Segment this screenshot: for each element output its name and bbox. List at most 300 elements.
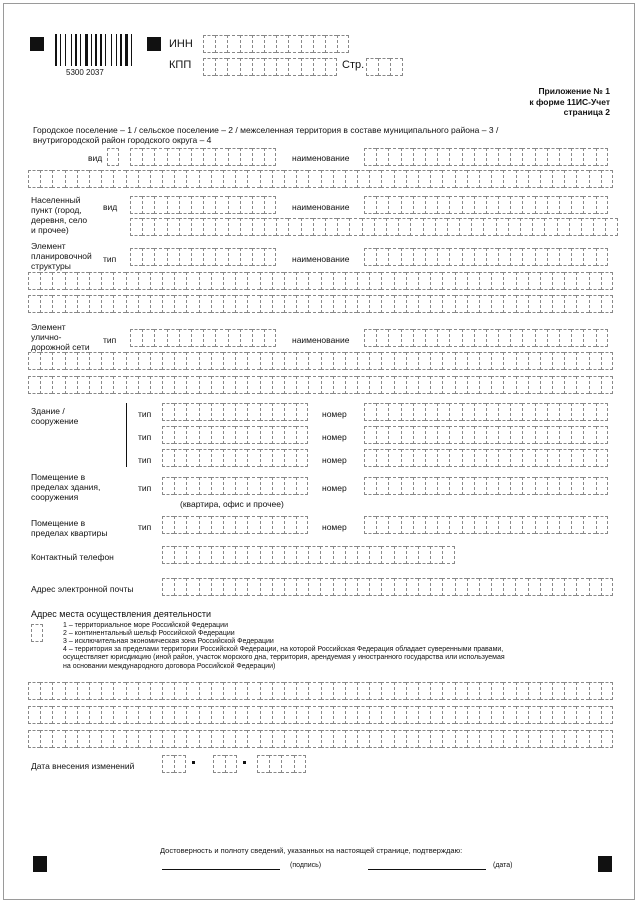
input-cell[interactable] [138, 376, 150, 394]
input-cell[interactable] [199, 272, 211, 290]
input-cell[interactable] [369, 706, 381, 724]
input-cell[interactable] [388, 248, 400, 266]
input-cell[interactable] [364, 148, 376, 166]
input-cell[interactable] [589, 352, 601, 370]
input-cell[interactable] [559, 329, 571, 347]
input-cell[interactable] [601, 730, 613, 748]
input-cell[interactable] [240, 248, 252, 266]
input-cell[interactable] [126, 376, 138, 394]
input-cell[interactable] [589, 682, 601, 700]
input-cell[interactable] [235, 449, 247, 467]
contact-phone-field[interactable] [162, 546, 455, 564]
input-cell[interactable] [284, 272, 296, 290]
input-cell[interactable] [252, 58, 264, 76]
input-cell[interactable] [186, 730, 198, 748]
input-cell[interactable] [593, 218, 605, 236]
input-cell[interactable] [174, 376, 186, 394]
input-cell[interactable] [491, 352, 503, 370]
input-cell[interactable] [388, 196, 400, 214]
input-cell[interactable] [296, 376, 308, 394]
input-cell[interactable] [479, 170, 491, 188]
input-cell[interactable] [483, 218, 495, 236]
input-cell[interactable] [559, 477, 571, 495]
input-cell[interactable] [284, 706, 296, 724]
input-cell[interactable] [101, 272, 113, 290]
input-cell[interactable] [605, 218, 617, 236]
input-cell[interactable] [296, 546, 308, 564]
input-cell[interactable] [401, 148, 413, 166]
input-cell[interactable] [260, 295, 272, 313]
input-cell[interactable] [260, 376, 272, 394]
input-cell[interactable] [260, 516, 272, 534]
input-cell[interactable] [101, 295, 113, 313]
input-cell[interactable] [437, 248, 449, 266]
input-cell[interactable] [455, 295, 467, 313]
input-cell[interactable] [186, 546, 198, 564]
input-cell[interactable] [381, 682, 393, 700]
input-cell[interactable] [406, 376, 418, 394]
input-cell[interactable] [247, 449, 259, 467]
input-cell[interactable] [540, 170, 552, 188]
input-cell[interactable] [571, 477, 583, 495]
input-cell[interactable] [430, 272, 442, 290]
input-cell[interactable] [362, 218, 374, 236]
input-cell[interactable] [390, 58, 402, 76]
input-cell[interactable] [388, 449, 400, 467]
input-cell[interactable] [320, 578, 332, 596]
input-cell[interactable] [345, 295, 357, 313]
input-cell[interactable] [186, 578, 198, 596]
input-cell[interactable] [167, 329, 179, 347]
input-cell[interactable] [154, 248, 166, 266]
input-cell[interactable] [366, 58, 378, 76]
input-cell[interactable] [376, 196, 388, 214]
input-cell[interactable] [276, 218, 288, 236]
input-cell[interactable] [425, 196, 437, 214]
input-cell[interactable] [174, 578, 186, 596]
input-cell[interactable] [583, 329, 595, 347]
input-cell[interactable] [174, 449, 186, 467]
input-cell[interactable] [516, 376, 528, 394]
input-cell[interactable] [515, 578, 527, 596]
input-cell[interactable] [596, 248, 608, 266]
input-cell[interactable] [179, 148, 191, 166]
input-cell[interactable] [247, 730, 259, 748]
input-cell[interactable] [425, 426, 437, 444]
input-cell[interactable] [223, 426, 235, 444]
input-cell[interactable] [576, 295, 588, 313]
input-cell[interactable] [455, 170, 467, 188]
input-cell[interactable] [564, 578, 576, 596]
input-cell[interactable] [357, 295, 369, 313]
activity-address-row-1[interactable] [28, 682, 613, 700]
input-cell[interactable] [142, 148, 154, 166]
input-cell[interactable] [211, 578, 223, 596]
input-cell[interactable] [247, 170, 259, 188]
input-cell[interactable] [349, 218, 361, 236]
input-cell[interactable] [491, 730, 503, 748]
input-cell[interactable] [601, 352, 613, 370]
input-cell[interactable] [535, 516, 547, 534]
input-cell[interactable] [467, 295, 479, 313]
input-cell[interactable] [52, 295, 64, 313]
input-cell[interactable] [491, 682, 503, 700]
input-cell[interactable] [540, 352, 552, 370]
input-cell[interactable] [223, 170, 235, 188]
input-cell[interactable] [294, 755, 306, 773]
input-cell[interactable] [296, 170, 308, 188]
input-cell[interactable] [589, 170, 601, 188]
input-cell[interactable] [601, 295, 613, 313]
input-cell[interactable] [113, 352, 125, 370]
input-cell[interactable] [479, 578, 491, 596]
input-cell[interactable] [378, 58, 390, 76]
input-cell[interactable] [601, 170, 613, 188]
input-cell[interactable] [442, 272, 454, 290]
input-cell[interactable] [215, 329, 227, 347]
input-cell[interactable] [467, 376, 479, 394]
input-cell[interactable] [474, 196, 486, 214]
input-cell[interactable] [430, 730, 442, 748]
input-cell[interactable] [89, 352, 101, 370]
input-cell[interactable] [528, 272, 540, 290]
input-cell[interactable] [308, 578, 320, 596]
input-cell[interactable] [77, 730, 89, 748]
input-cell[interactable] [486, 148, 498, 166]
input-cell[interactable] [462, 426, 474, 444]
input-cell[interactable] [313, 35, 325, 53]
input-cell[interactable] [333, 546, 345, 564]
input-cell[interactable] [235, 170, 247, 188]
input-cell[interactable] [52, 352, 64, 370]
input-cell[interactable] [138, 730, 150, 748]
input-cell[interactable] [522, 248, 534, 266]
input-cell[interactable] [162, 682, 174, 700]
input-cell[interactable] [442, 376, 454, 394]
input-cell[interactable] [583, 426, 595, 444]
input-cell[interactable] [425, 248, 437, 266]
input-cell[interactable] [288, 35, 300, 53]
input-cell[interactable] [522, 516, 534, 534]
input-cell[interactable] [376, 449, 388, 467]
input-cell[interactable] [479, 272, 491, 290]
input-cell[interactable] [374, 218, 386, 236]
input-cell[interactable] [442, 682, 454, 700]
input-cell[interactable] [369, 376, 381, 394]
input-cell[interactable] [535, 426, 547, 444]
input-cell[interactable] [89, 272, 101, 290]
input-cell[interactable] [571, 196, 583, 214]
input-cell[interactable] [247, 426, 259, 444]
input-cell[interactable] [357, 272, 369, 290]
input-cell[interactable] [376, 426, 388, 444]
input-cell[interactable] [77, 170, 89, 188]
input-cell[interactable] [174, 730, 186, 748]
input-cell[interactable] [547, 329, 559, 347]
input-cell[interactable] [418, 706, 430, 724]
input-cell[interactable] [418, 682, 430, 700]
input-cell[interactable] [491, 376, 503, 394]
input-cell[interactable] [186, 376, 198, 394]
input-cell[interactable] [345, 352, 357, 370]
input-cell[interactable] [154, 148, 166, 166]
input-cell[interactable] [437, 329, 449, 347]
input-cell[interactable] [113, 170, 125, 188]
input-cell[interactable] [559, 248, 571, 266]
input-cell[interactable] [571, 403, 583, 421]
street-element-type-field[interactable] [130, 329, 276, 347]
input-cell[interactable] [162, 352, 174, 370]
input-cell[interactable] [547, 449, 559, 467]
premises-building-number-field[interactable] [364, 477, 608, 495]
input-cell[interactable] [52, 730, 64, 748]
input-cell[interactable] [142, 248, 154, 266]
input-cell[interactable] [596, 426, 608, 444]
building-number-field-1[interactable] [364, 403, 608, 421]
input-cell[interactable] [113, 376, 125, 394]
input-cell[interactable] [126, 730, 138, 748]
input-cell[interactable] [284, 516, 296, 534]
street-element-name-row2[interactable] [28, 352, 613, 370]
input-cell[interactable] [126, 706, 138, 724]
input-cell[interactable] [228, 248, 240, 266]
input-cell[interactable] [467, 352, 479, 370]
input-cell[interactable] [413, 516, 425, 534]
input-cell[interactable] [223, 516, 235, 534]
input-cell[interactable] [260, 403, 272, 421]
input-cell[interactable] [503, 706, 515, 724]
input-cell[interactable] [564, 170, 576, 188]
input-cell[interactable] [345, 170, 357, 188]
input-cell[interactable] [113, 682, 125, 700]
input-cell[interactable] [223, 546, 235, 564]
input-cell[interactable] [284, 477, 296, 495]
locality-type-field[interactable] [130, 196, 276, 214]
input-cell[interactable] [503, 730, 515, 748]
input-cell[interactable] [547, 248, 559, 266]
input-cell[interactable] [130, 329, 142, 347]
input-cell[interactable] [211, 730, 223, 748]
input-cell[interactable] [516, 352, 528, 370]
input-cell[interactable] [486, 403, 498, 421]
input-cell[interactable] [211, 295, 223, 313]
input-cell[interactable] [532, 218, 544, 236]
input-cell[interactable] [449, 426, 461, 444]
input-cell[interactable] [455, 376, 467, 394]
input-cell[interactable] [406, 578, 418, 596]
input-cell[interactable] [498, 477, 510, 495]
input-cell[interactable] [65, 376, 77, 394]
input-cell[interactable] [260, 706, 272, 724]
input-cell[interactable] [498, 196, 510, 214]
input-cell[interactable] [240, 35, 252, 53]
input-cell[interactable] [559, 449, 571, 467]
input-cell[interactable] [401, 426, 413, 444]
input-cell[interactable] [601, 578, 613, 596]
input-cell[interactable] [413, 329, 425, 347]
input-cell[interactable] [40, 352, 52, 370]
input-cell[interactable] [138, 352, 150, 370]
input-cell[interactable] [284, 403, 296, 421]
input-cell[interactable] [503, 295, 515, 313]
building-type-field-3[interactable] [162, 449, 308, 467]
input-cell[interactable] [174, 426, 186, 444]
input-cell[interactable] [528, 170, 540, 188]
input-cell[interactable] [437, 477, 449, 495]
input-cell[interactable] [296, 477, 308, 495]
input-cell[interactable] [508, 218, 520, 236]
input-cell[interactable] [247, 706, 259, 724]
input-cell[interactable] [247, 546, 259, 564]
input-cell[interactable] [364, 449, 376, 467]
input-cell[interactable] [264, 58, 276, 76]
input-cell[interactable] [235, 426, 247, 444]
input-cell[interactable] [449, 477, 461, 495]
input-cell[interactable] [423, 218, 435, 236]
input-cell[interactable] [272, 352, 284, 370]
input-cell[interactable] [113, 730, 125, 748]
input-cell[interactable] [130, 218, 142, 236]
planning-structure-type-field[interactable] [130, 248, 276, 266]
input-cell[interactable] [369, 730, 381, 748]
input-cell[interactable] [369, 682, 381, 700]
input-cell[interactable] [596, 516, 608, 534]
input-cell[interactable] [247, 682, 259, 700]
input-cell[interactable] [406, 730, 418, 748]
input-cell[interactable] [257, 755, 269, 773]
input-cell[interactable] [535, 196, 547, 214]
input-cell[interactable] [510, 449, 522, 467]
input-cell[interactable] [418, 730, 430, 748]
input-cell[interactable] [401, 329, 413, 347]
input-cell[interactable] [203, 148, 215, 166]
input-cell[interactable] [162, 578, 174, 596]
input-cell[interactable] [126, 352, 138, 370]
input-cell[interactable] [418, 578, 430, 596]
input-cell[interactable] [388, 516, 400, 534]
input-cell[interactable] [381, 170, 393, 188]
input-cell[interactable] [247, 352, 259, 370]
input-cell[interactable] [162, 730, 174, 748]
input-cell[interactable] [522, 148, 534, 166]
input-cell[interactable] [474, 329, 486, 347]
input-cell[interactable] [394, 706, 406, 724]
input-cell[interactable] [564, 272, 576, 290]
input-cell[interactable] [272, 546, 284, 564]
input-cell[interactable] [406, 682, 418, 700]
input-cell[interactable] [498, 148, 510, 166]
input-cell[interactable] [162, 546, 174, 564]
input-cell[interactable] [442, 295, 454, 313]
input-cell[interactable] [215, 248, 227, 266]
settlement-name-field-row2[interactable] [28, 170, 613, 188]
input-cell[interactable] [442, 170, 454, 188]
input-cell[interactable] [203, 329, 215, 347]
input-cell[interactable] [126, 170, 138, 188]
input-cell[interactable] [455, 706, 467, 724]
input-cell[interactable] [235, 295, 247, 313]
input-cell[interactable] [418, 272, 430, 290]
input-cell[interactable] [264, 329, 276, 347]
input-cell[interactable] [557, 218, 569, 236]
input-cell[interactable] [199, 477, 211, 495]
input-cell[interactable] [535, 248, 547, 266]
input-cell[interactable] [455, 730, 467, 748]
input-cell[interactable] [398, 218, 410, 236]
input-cell[interactable] [455, 578, 467, 596]
settlement-name-field[interactable] [364, 148, 608, 166]
input-cell[interactable] [252, 148, 264, 166]
input-cell[interactable] [28, 295, 40, 313]
input-cell[interactable] [89, 730, 101, 748]
input-cell[interactable] [437, 196, 449, 214]
input-cell[interactable] [65, 295, 77, 313]
input-cell[interactable] [179, 218, 191, 236]
input-cell[interactable] [559, 516, 571, 534]
input-cell[interactable] [552, 170, 564, 188]
input-cell[interactable] [138, 170, 150, 188]
locality-name-field-row2[interactable] [130, 218, 618, 236]
input-cell[interactable] [498, 403, 510, 421]
input-cell[interactable] [101, 376, 113, 394]
input-cell[interactable] [564, 730, 576, 748]
input-cell[interactable] [559, 196, 571, 214]
input-cell[interactable] [40, 170, 52, 188]
input-cell[interactable] [235, 730, 247, 748]
input-cell[interactable] [260, 272, 272, 290]
input-cell[interactable] [296, 449, 308, 467]
input-cell[interactable] [503, 352, 515, 370]
input-cell[interactable] [223, 295, 235, 313]
input-cell[interactable] [516, 730, 528, 748]
input-cell[interactable] [449, 516, 461, 534]
input-cell[interactable] [77, 295, 89, 313]
input-cell[interactable] [272, 706, 284, 724]
input-cell[interactable] [520, 218, 532, 236]
input-cell[interactable] [223, 477, 235, 495]
input-cell[interactable] [40, 706, 52, 724]
input-cell[interactable] [211, 376, 223, 394]
input-cell[interactable] [199, 682, 211, 700]
input-cell[interactable] [296, 352, 308, 370]
input-cell[interactable] [126, 295, 138, 313]
input-cell[interactable] [510, 403, 522, 421]
input-cell[interactable] [150, 682, 162, 700]
input-cell[interactable] [581, 218, 593, 236]
input-cell[interactable] [510, 477, 522, 495]
input-cell[interactable] [203, 248, 215, 266]
input-cell[interactable] [479, 682, 491, 700]
input-cell[interactable] [240, 329, 252, 347]
input-cell[interactable] [381, 546, 393, 564]
input-cell[interactable] [474, 403, 486, 421]
input-cell[interactable] [455, 682, 467, 700]
input-cell[interactable] [437, 148, 449, 166]
building-number-field-2[interactable] [364, 426, 608, 444]
input-cell[interactable] [479, 376, 491, 394]
input-cell[interactable] [418, 295, 430, 313]
input-cell[interactable] [345, 546, 357, 564]
input-cell[interactable] [474, 248, 486, 266]
input-cell[interactable] [288, 218, 300, 236]
input-cell[interactable] [535, 403, 547, 421]
premises-building-type-field[interactable] [162, 477, 308, 495]
input-cell[interactable] [576, 730, 588, 748]
input-cell[interactable] [313, 58, 325, 76]
input-cell[interactable] [272, 272, 284, 290]
street-element-name-field[interactable] [364, 329, 608, 347]
input-cell[interactable] [228, 148, 240, 166]
